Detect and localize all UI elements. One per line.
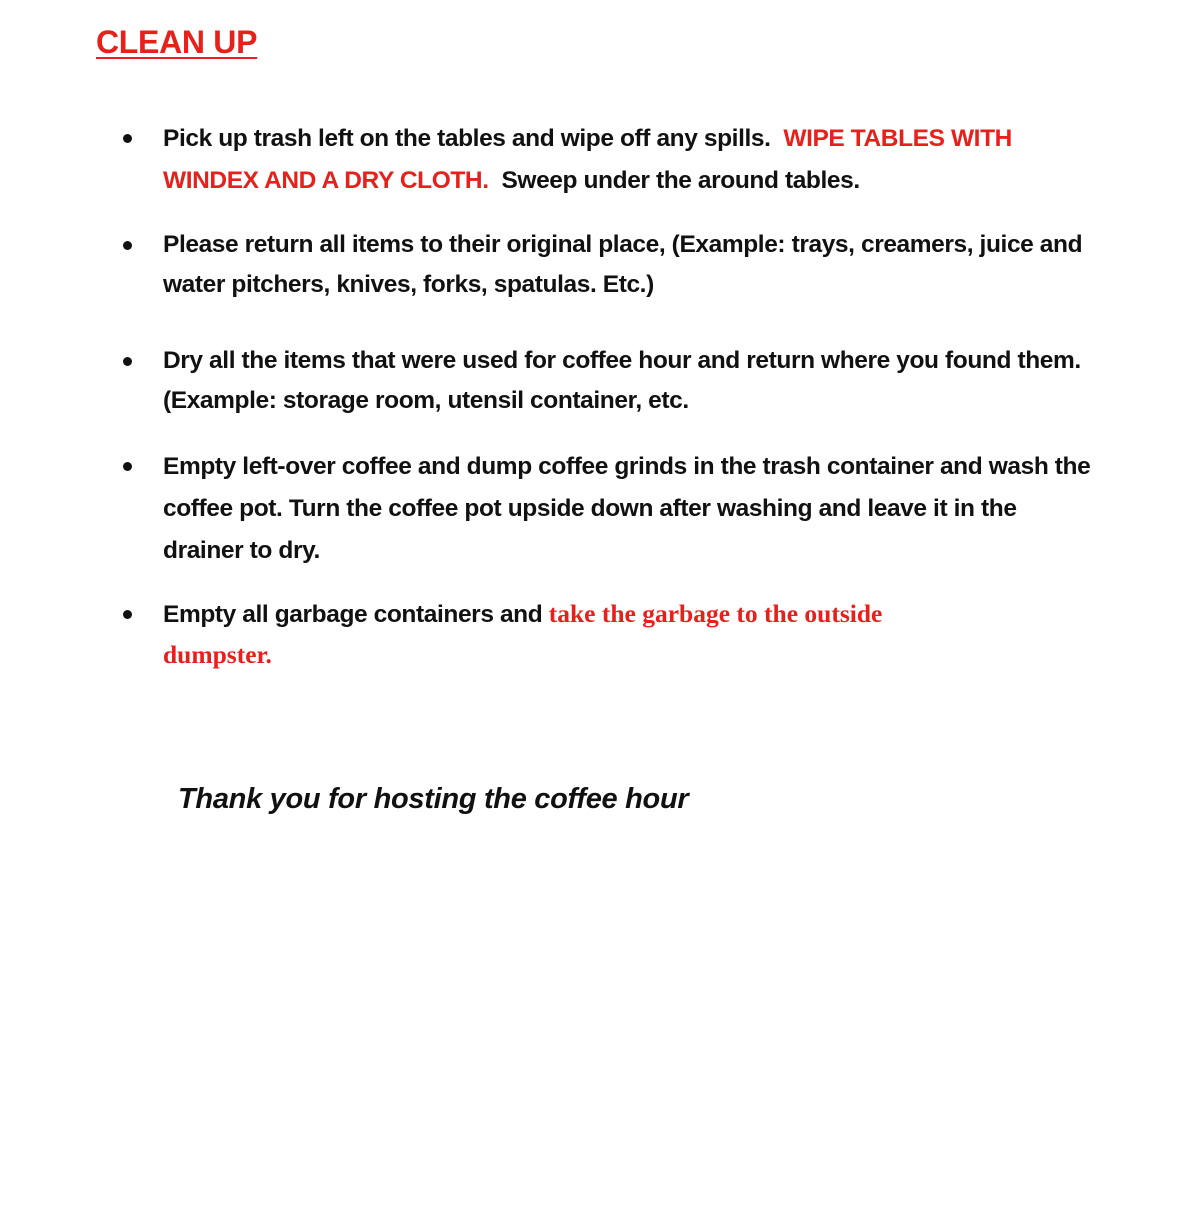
item-text: Please return all items to their original place, (Example: trays, creamers, juice and water pitchers, knives, forks, spatulas. Etc.) bbox=[163, 231, 1083, 298]
closing-message: Thank you for hosting the coffee hour bbox=[178, 783, 689, 815]
list-item bbox=[163, 446, 1093, 572]
item-text: Pick up trash left on the tables and wipe off any spills. bbox=[163, 125, 771, 152]
bullet-icon bbox=[123, 134, 132, 143]
list-item bbox=[163, 594, 993, 676]
bullet-icon bbox=[123, 241, 132, 250]
bullet-icon bbox=[123, 610, 132, 619]
list-item bbox=[163, 341, 1093, 421]
item-text: Empty left-over coffee and dump coffee grinds in the trash container and wash the coffee pot. Turn the coffee pot upside down after washing and leave it in the drainer to dry. bbox=[163, 453, 1091, 564]
list-item bbox=[163, 118, 1093, 202]
item-text: Dry all the items that were used for coffee hour and return where you found them. (Example: storage room, utensil container, etc. bbox=[163, 347, 1081, 414]
item-text: Empty all garbage containers and bbox=[163, 601, 543, 628]
list-item bbox=[163, 225, 1093, 305]
bullet-icon bbox=[123, 462, 132, 471]
page-title: CLEAN UP bbox=[96, 24, 258, 60]
item-highlight: take the garbage to the outside dumpster. bbox=[163, 599, 883, 669]
bullet-icon bbox=[123, 357, 132, 366]
item-text: Sweep under the around tables. bbox=[501, 167, 860, 194]
item-highlight: WIPE TABLES WITH WINDEX AND A DRY CLOTH. bbox=[163, 125, 1012, 194]
